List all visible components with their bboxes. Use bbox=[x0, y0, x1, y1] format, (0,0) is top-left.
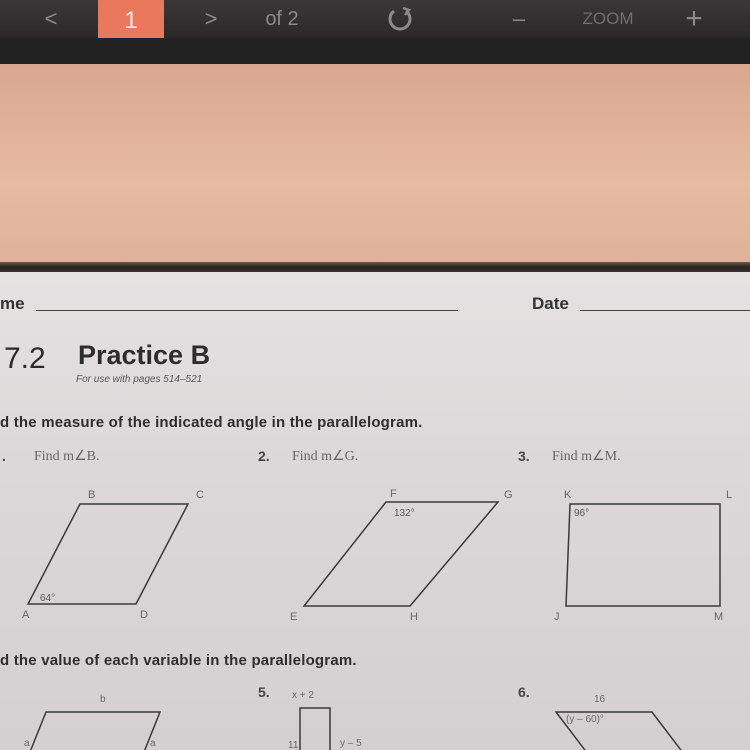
lesson-title: Practice B bbox=[78, 340, 211, 370]
vertex-d: D bbox=[140, 609, 148, 621]
vertex-h: H bbox=[410, 611, 418, 622]
next-page-button[interactable] bbox=[196, 0, 226, 38]
viewer-toolbar bbox=[0, 0, 750, 38]
label-16: 16 bbox=[594, 694, 606, 705]
vertex-g: G bbox=[504, 489, 513, 501]
vertex-a: A bbox=[22, 609, 30, 621]
vertex-e: E bbox=[290, 611, 298, 622]
lesson-number: 7.2 bbox=[4, 342, 46, 375]
instruction-angles: d the measure of the indicated angle in the parallelogram. bbox=[0, 414, 423, 431]
angle-label-a: 64° bbox=[40, 593, 56, 604]
problem-2-text: Find m∠G. bbox=[292, 449, 359, 464]
problem-5-number: 5. bbox=[258, 684, 270, 700]
vertex-c: C bbox=[196, 489, 204, 501]
vertex-k: K bbox=[564, 489, 572, 501]
page-number: 1 bbox=[124, 7, 138, 34]
zoom-out-button[interactable] bbox=[504, 0, 534, 38]
label-11: 11 bbox=[288, 740, 299, 750]
problem-1-text: Find m∠B. bbox=[34, 449, 100, 464]
name-line[interactable] bbox=[36, 310, 458, 311]
label-y-minus-60: (y – 60)° bbox=[566, 714, 604, 725]
zoom-label: ZOOM bbox=[582, 9, 634, 28]
vertex-b: B bbox=[88, 489, 96, 501]
vertex-f: F bbox=[390, 488, 397, 500]
name-label: me bbox=[0, 294, 25, 313]
parallelogram-3 bbox=[554, 489, 732, 622]
date-line[interactable] bbox=[580, 310, 750, 311]
page-count: of 2 bbox=[265, 7, 299, 30]
vertex-m: M bbox=[714, 611, 724, 622]
label-a-right: a bbox=[150, 738, 156, 749]
problem-3-text: Find m∠M. bbox=[552, 449, 621, 464]
vertex-l: L bbox=[726, 489, 733, 501]
parallelogram-2 bbox=[290, 488, 513, 622]
parallelogram-4 bbox=[24, 694, 160, 750]
label-b: b bbox=[100, 694, 106, 705]
plus-icon: + bbox=[685, 2, 703, 35]
problem-3-number: 3. bbox=[518, 448, 530, 464]
chevron-left-icon: < bbox=[44, 6, 58, 31]
zoom-in-button[interactable] bbox=[676, 0, 712, 38]
lesson-subtitle: For use with pages 514–521 bbox=[76, 374, 203, 385]
refresh-button[interactable] bbox=[380, 0, 420, 38]
problem-2-number: 2. bbox=[258, 448, 270, 464]
worksheet-page bbox=[0, 272, 750, 750]
parallelogram-5 bbox=[288, 690, 362, 750]
page-number-field[interactable] bbox=[98, 0, 164, 42]
viewer-background bbox=[0, 38, 750, 64]
angle-label-f: 132° bbox=[394, 508, 415, 519]
vertex-j: J bbox=[554, 611, 560, 622]
label-y-minus-5: y – 5 bbox=[340, 738, 362, 749]
minus-icon: – bbox=[512, 6, 526, 31]
variable-figures bbox=[0, 682, 750, 750]
parallelogram-1 bbox=[22, 489, 204, 621]
chevron-right-icon: > bbox=[204, 6, 218, 31]
label-x-plus-2: x + 2 bbox=[292, 690, 314, 701]
refresh-icon bbox=[385, 4, 415, 34]
problem-6-number: 6. bbox=[518, 684, 530, 700]
instruction-variables: d the value of each variable in the parallelogram. bbox=[0, 652, 357, 669]
previous-page-button[interactable] bbox=[36, 0, 66, 38]
blank-page-area bbox=[0, 64, 750, 264]
angle-label-k: 96° bbox=[574, 508, 590, 519]
parallelogram-6 bbox=[556, 694, 690, 750]
label-a-left: a bbox=[24, 738, 30, 749]
parallelogram-figures bbox=[0, 472, 750, 622]
problem-1-number: . bbox=[2, 448, 6, 464]
date-label: Date bbox=[532, 294, 569, 313]
